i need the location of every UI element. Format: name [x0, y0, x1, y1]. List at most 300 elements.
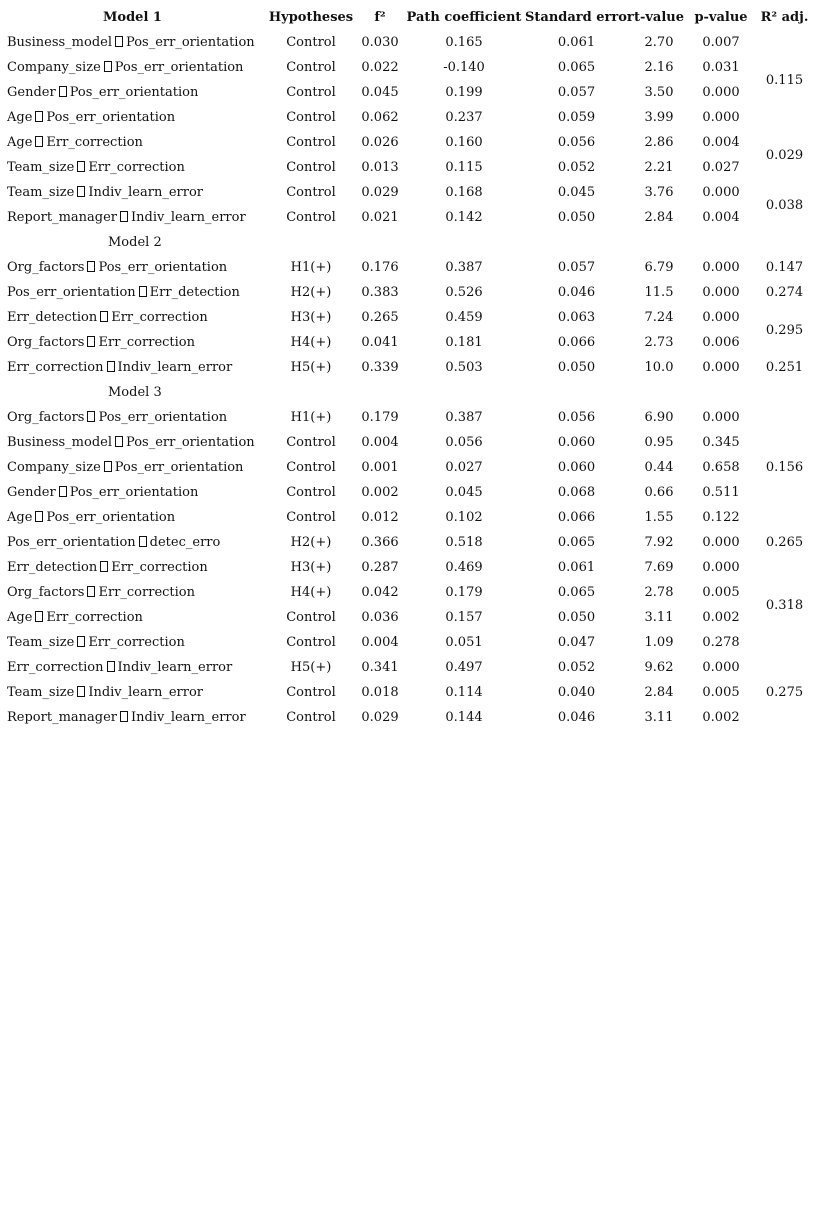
- f2-cell: 0.004: [361, 635, 399, 650]
- hypothesis-cell: H4(+): [290, 585, 332, 600]
- arrow-icon: [87, 336, 95, 347]
- relationship-cell: [0, 555, 265, 580]
- hypothesis-cell: H1(+): [290, 410, 332, 425]
- p-value-cell: 0.658: [702, 460, 740, 475]
- f2-cell: 0.001: [361, 460, 399, 475]
- hypothesis-cell: H5(+): [290, 660, 332, 675]
- hypothesis-cell: Control: [286, 110, 336, 125]
- arrow-icon: [59, 86, 67, 97]
- hypothesis-cell: H2(+): [290, 535, 332, 550]
- target-variable: Indiv_learn_error: [88, 185, 203, 200]
- arrow-icon: [139, 286, 147, 297]
- table-row: [0, 255, 817, 280]
- t-value-cell: 1.09: [644, 635, 674, 650]
- source-variable: Report_manager: [7, 710, 117, 725]
- r2-adj-cell: 0.115: [765, 72, 804, 88]
- target-variable: Pos_err_orientation: [46, 110, 176, 125]
- hypothesis-cell: H4(+): [290, 335, 332, 350]
- table-row: [0, 455, 817, 480]
- source-variable: Org_factors: [7, 585, 85, 600]
- arrow-icon: [87, 586, 95, 597]
- source-variable: Org_factors: [7, 335, 85, 350]
- path-coefficient-cell: 0.157: [445, 610, 483, 625]
- target-variable: Err_correction: [88, 635, 185, 650]
- hypothesis-cell: H1(+): [290, 260, 332, 275]
- col-header-standard-error: Standard error: [525, 10, 634, 25]
- path-coefficient-cell: 0.102: [445, 510, 483, 525]
- t-value-cell: 3.76: [644, 185, 674, 200]
- t-value-cell: 2.73: [644, 335, 674, 350]
- table-row: [0, 505, 817, 530]
- t-value-cell: 2.86: [644, 135, 674, 150]
- col-header-r2-adj: R² adj.: [760, 10, 809, 25]
- standard-error-cell: 0.057: [557, 260, 596, 275]
- target-variable: Pos_err_orientation: [69, 85, 199, 100]
- f2-cell: 0.042: [361, 585, 399, 600]
- target-variable: Indiv_learn_error: [117, 360, 233, 375]
- arrow-icon: [104, 61, 112, 72]
- table-row: [0, 130, 817, 155]
- target-variable: Pos_err_orientation: [98, 260, 228, 275]
- f2-cell: 0.036: [361, 610, 399, 625]
- table-row: [0, 480, 817, 505]
- hypothesis-cell: H3(+): [290, 560, 332, 575]
- t-value-cell: 6.79: [644, 260, 674, 275]
- p-value-cell: 0.000: [702, 260, 740, 275]
- standard-error-cell: 0.046: [557, 710, 596, 725]
- f2-cell: 0.287: [361, 560, 399, 575]
- p-value-cell: 0.004: [702, 210, 740, 225]
- table-row: [0, 155, 817, 180]
- arrow-icon: [120, 711, 128, 722]
- t-value-cell: 2.70: [644, 35, 674, 50]
- target-variable: Err_detection: [149, 285, 240, 300]
- source-variable: Team_size: [7, 685, 75, 700]
- r2-adj-cell: 0.251: [765, 360, 804, 375]
- target-variable: Pos_err_orientation: [98, 410, 228, 425]
- standard-error-cell: 0.047: [557, 635, 596, 650]
- source-variable: Age: [7, 110, 33, 125]
- source-variable: Business_model: [7, 35, 112, 50]
- f2-cell: 0.029: [361, 710, 399, 725]
- p-value-cell: 0.000: [702, 185, 740, 200]
- results-table: [0, 5, 817, 730]
- arrow-icon: [35, 611, 43, 622]
- p-value-cell: 0.000: [702, 310, 740, 325]
- p-value-cell: 0.000: [702, 410, 740, 425]
- relationship-cell: [0, 455, 265, 480]
- target-variable: Err_correction: [98, 335, 195, 350]
- path-coefficient-cell: 0.459: [445, 310, 483, 325]
- arrow-icon: [59, 486, 67, 497]
- header-row: [0, 5, 817, 30]
- path-coefficient-cell: 0.518: [445, 535, 483, 550]
- path-coefficient-cell: 0.144: [445, 710, 483, 725]
- t-value-cell: 2.16: [644, 60, 674, 75]
- t-value-cell: 3.11: [644, 610, 674, 625]
- t-value-cell: 10.0: [644, 360, 674, 375]
- r2-adj-cell: 0.038: [765, 197, 804, 213]
- f2-cell: 0.026: [361, 135, 399, 150]
- p-value-cell: 0.122: [702, 510, 740, 525]
- hypothesis-cell: Control: [286, 435, 336, 450]
- p-value-cell: 0.002: [702, 710, 740, 725]
- relationship-cell: [0, 155, 265, 180]
- standard-error-cell: 0.040: [557, 685, 596, 700]
- path-coefficient-cell: 0.056: [445, 435, 483, 450]
- arrow-icon: [35, 511, 43, 522]
- relationship-cell: [0, 430, 265, 455]
- p-value-cell: 0.345: [702, 435, 740, 450]
- source-variable: Team_size: [7, 160, 75, 175]
- p-value-cell: 0.000: [702, 360, 740, 375]
- t-value-cell: 0.66: [644, 485, 674, 500]
- path-coefficient-cell: 0.165: [445, 35, 483, 50]
- path-coefficient-cell: 0.142: [445, 210, 483, 225]
- relationship-cell: [0, 355, 265, 380]
- standard-error-cell: 0.046: [557, 285, 596, 300]
- t-value-cell: 2.84: [644, 210, 674, 225]
- target-variable: Pos_err_orientation: [114, 460, 244, 475]
- f2-cell: 0.062: [361, 110, 399, 125]
- p-value-cell: 0.000: [702, 560, 740, 575]
- relationship-cell: [0, 680, 265, 705]
- source-variable: Err_correction: [7, 660, 104, 675]
- t-value-cell: 2.84: [644, 685, 674, 700]
- t-value-cell: 9.62: [644, 660, 674, 675]
- p-value-cell: 0.000: [702, 660, 740, 675]
- table-row: [0, 205, 817, 230]
- p-value-cell: 0.005: [702, 685, 740, 700]
- standard-error-cell: 0.056: [557, 135, 596, 150]
- source-variable: Err_correction: [7, 360, 104, 375]
- p-value-cell: 0.004: [702, 135, 740, 150]
- arrow-icon: [104, 461, 112, 472]
- target-variable: Pos_err_orientation: [126, 435, 255, 450]
- standard-error-cell: 0.050: [557, 210, 596, 225]
- f2-cell: 0.004: [361, 435, 399, 450]
- standard-error-cell: 0.065: [557, 535, 596, 550]
- p-value-cell: 0.000: [702, 110, 740, 125]
- f2-cell: 0.029: [361, 185, 399, 200]
- r2-adj-cell: 0.318: [765, 597, 804, 613]
- model3-title: Model 3: [108, 385, 162, 400]
- target-variable: Indiv_learn_error: [88, 685, 203, 700]
- p-value-cell: 0.000: [702, 285, 740, 300]
- p-value-cell: 0.002: [702, 610, 740, 625]
- path-coefficient-cell: 0.237: [445, 110, 483, 125]
- p-value-cell: 0.005: [702, 585, 740, 600]
- p-value-cell: 0.006: [702, 335, 740, 350]
- standard-error-cell: 0.061: [557, 35, 596, 50]
- f2-cell: 0.012: [361, 510, 399, 525]
- source-variable: Err_detection: [7, 560, 98, 575]
- t-value-cell: 2.78: [644, 585, 674, 600]
- table-row: [0, 55, 817, 80]
- path-coefficient-cell: 0.526: [445, 285, 483, 300]
- arrow-icon: [77, 686, 85, 697]
- relationship-cell: [0, 505, 265, 530]
- arrow-icon: [87, 261, 95, 272]
- standard-error-cell: 0.052: [557, 160, 596, 175]
- target-variable: Indiv_learn_error: [131, 710, 246, 725]
- target-variable: Err_correction: [111, 310, 208, 325]
- path-coefficient-cell: 0.160: [445, 135, 483, 150]
- hypothesis-cell: Control: [286, 460, 336, 475]
- col-header-t-value: t-value: [633, 10, 685, 25]
- f2-cell: 0.021: [361, 210, 399, 225]
- hypothesis-cell: Control: [286, 35, 336, 50]
- relationship-cell: [0, 305, 265, 330]
- arrow-icon: [77, 636, 85, 647]
- standard-error-cell: 0.057: [557, 85, 596, 100]
- f2-cell: 0.041: [361, 335, 399, 350]
- model2-title-row: [0, 230, 817, 255]
- hypothesis-cell: H2(+): [290, 285, 332, 300]
- r2-adj-cell: 0.275: [765, 685, 804, 700]
- arrow-icon: [87, 411, 95, 422]
- table-row: [0, 605, 817, 630]
- col-header-f2: f²: [374, 10, 386, 25]
- relationship-cell: [0, 605, 265, 630]
- p-value-cell: 0.027: [702, 160, 740, 175]
- f2-cell: 0.018: [361, 685, 399, 700]
- f2-cell: 0.030: [361, 35, 399, 50]
- hypothesis-cell: Control: [286, 85, 336, 100]
- standard-error-cell: 0.066: [557, 335, 596, 350]
- source-variable: Org_factors: [7, 260, 85, 275]
- f2-cell: 0.045: [361, 85, 399, 100]
- hypothesis-cell: Control: [286, 485, 336, 500]
- relationship-cell: [0, 530, 265, 555]
- table-row: [0, 680, 817, 705]
- hypothesis-cell: H5(+): [290, 360, 332, 375]
- source-variable: Gender: [7, 85, 56, 100]
- standard-error-cell: 0.063: [557, 310, 596, 325]
- relationship-cell: [0, 405, 265, 430]
- table-row: [0, 330, 817, 355]
- standard-error-cell: 0.060: [557, 460, 596, 475]
- p-value-cell: 0.278: [702, 635, 740, 650]
- table-row: [0, 180, 817, 205]
- hypothesis-cell: Control: [286, 210, 336, 225]
- path-coefficient-cell: 0.469: [445, 560, 483, 575]
- source-variable: Org_factors: [7, 410, 85, 425]
- relationship-cell: [0, 580, 265, 605]
- hypothesis-cell: Control: [286, 185, 336, 200]
- standard-error-cell: 0.066: [557, 510, 596, 525]
- source-variable: Business_model: [7, 435, 112, 450]
- arrow-icon: [77, 186, 85, 197]
- arrow-icon: [139, 536, 147, 547]
- f2-cell: 0.022: [361, 60, 399, 75]
- relationship-cell: [0, 630, 265, 655]
- f2-cell: 0.341: [361, 660, 399, 675]
- p-value-cell: 0.000: [702, 535, 740, 550]
- path-coefficient-cell: 0.115: [445, 160, 483, 175]
- path-coefficient-cell: 0.181: [445, 335, 483, 350]
- table-row: [0, 555, 817, 580]
- r2-adj-cell: 0.265: [765, 535, 804, 550]
- hypothesis-cell: Control: [286, 135, 336, 150]
- hypothesis-cell: Control: [286, 635, 336, 650]
- path-coefficient-cell: 0.387: [445, 260, 483, 275]
- path-coefficient-cell: 0.503: [445, 360, 483, 375]
- table-row: [0, 355, 817, 380]
- hypothesis-cell: Control: [286, 160, 336, 175]
- source-variable: Pos_err_orientation: [7, 535, 136, 550]
- r2-adj-cell: 0.156: [765, 460, 804, 475]
- table-row: [0, 305, 817, 330]
- t-value-cell: 0.95: [644, 435, 674, 450]
- source-variable: Report_manager: [7, 210, 117, 225]
- f2-cell: 0.179: [361, 410, 399, 425]
- f2-cell: 0.366: [361, 535, 399, 550]
- col-header-hypotheses: Hypotheses: [268, 10, 354, 25]
- arrow-icon: [107, 361, 115, 372]
- source-variable: Age: [7, 610, 33, 625]
- path-coefficient-cell: 0.179: [445, 585, 483, 600]
- standard-error-cell: 0.060: [557, 435, 596, 450]
- col-header-path-coefficient: Path coefficient: [406, 10, 522, 25]
- source-variable: Pos_err_orientation: [7, 285, 136, 300]
- relationship-cell: [0, 105, 265, 130]
- target-variable: Err_correction: [88, 160, 185, 175]
- standard-error-cell: 0.059: [557, 110, 596, 125]
- arrow-icon: [35, 111, 43, 122]
- p-value-cell: 0.511: [702, 485, 740, 500]
- table-row: [0, 705, 817, 730]
- t-value-cell: 3.11: [644, 710, 674, 725]
- col-header-p-value: p-value: [694, 10, 748, 25]
- target-variable: Pos_err_orientation: [126, 35, 255, 50]
- arrow-icon: [115, 36, 123, 47]
- t-value-cell: 11.5: [644, 285, 674, 300]
- standard-error-cell: 0.056: [557, 410, 596, 425]
- path-coefficient-cell: 0.051: [445, 635, 483, 650]
- target-variable: Err_correction: [98, 585, 195, 600]
- relationship-cell: [0, 80, 265, 105]
- f2-cell: 0.002: [361, 485, 399, 500]
- path-coefficient-cell: 0.045: [445, 485, 483, 500]
- hypothesis-cell: H3(+): [290, 310, 332, 325]
- t-value-cell: 3.50: [644, 85, 674, 100]
- relationship-cell: [0, 205, 265, 230]
- table-row: [0, 430, 817, 455]
- relationship-cell: [0, 330, 265, 355]
- target-variable: Pos_err_orientation: [46, 510, 176, 525]
- relationship-cell: [0, 130, 265, 155]
- target-variable: Pos_err_orientation: [114, 60, 244, 75]
- path-coefficient-cell: 0.114: [445, 685, 483, 700]
- path-coefficient-cell: 0.199: [445, 85, 483, 100]
- model2-title: Model 2: [108, 235, 162, 250]
- table-row: [0, 280, 817, 305]
- col-header-model: Model 1: [103, 10, 162, 25]
- table-row: [0, 30, 817, 55]
- arrow-icon: [115, 436, 123, 447]
- relationship-cell: [0, 705, 265, 730]
- source-variable: Age: [7, 135, 33, 150]
- model3-title-row: [0, 380, 817, 405]
- target-variable: Indiv_learn_error: [117, 660, 233, 675]
- t-value-cell: 6.90: [644, 410, 674, 425]
- target-variable: detec_erro: [149, 535, 221, 550]
- path-coefficient-cell: 0.168: [445, 185, 483, 200]
- t-value-cell: 3.99: [644, 110, 674, 125]
- t-value-cell: 0.44: [644, 460, 674, 475]
- t-value-cell: 2.21: [644, 160, 674, 175]
- relationship-cell: [0, 30, 265, 55]
- standard-error-cell: 0.061: [557, 560, 596, 575]
- t-value-cell: 7.92: [644, 535, 674, 550]
- p-value-cell: 0.007: [702, 35, 740, 50]
- table-row: [0, 530, 817, 555]
- source-variable: Team_size: [7, 635, 75, 650]
- relationship-cell: [0, 280, 265, 305]
- table-row: [0, 630, 817, 655]
- t-value-cell: 1.55: [644, 510, 674, 525]
- path-coefficient-cell: 0.027: [445, 460, 483, 475]
- relationship-cell: [0, 180, 265, 205]
- path-coefficient-cell: 0.387: [445, 410, 483, 425]
- arrow-icon: [77, 161, 85, 172]
- table-row: [0, 80, 817, 105]
- hypothesis-cell: Control: [286, 510, 336, 525]
- standard-error-cell: 0.045: [557, 185, 596, 200]
- standard-error-cell: 0.050: [557, 360, 596, 375]
- p-value-cell: 0.000: [702, 85, 740, 100]
- standard-error-cell: 0.068: [557, 485, 596, 500]
- arrow-icon: [107, 661, 115, 672]
- hypothesis-cell: Control: [286, 710, 336, 725]
- hypothesis-cell: Control: [286, 685, 336, 700]
- r2-adj-cell: 0.147: [765, 260, 804, 275]
- t-value-cell: 7.24: [644, 310, 674, 325]
- relationship-cell: [0, 55, 265, 80]
- table-row: [0, 580, 817, 605]
- relationship-cell: [0, 480, 265, 505]
- source-variable: Team_size: [7, 185, 75, 200]
- target-variable: Indiv_learn_error: [131, 210, 246, 225]
- hypothesis-cell: Control: [286, 610, 336, 625]
- r2-adj-cell: 0.295: [765, 322, 804, 338]
- source-variable: Err_detection: [7, 310, 98, 325]
- source-variable: Age: [7, 510, 33, 525]
- r2-adj-cell: 0.274: [765, 285, 804, 300]
- target-variable: Err_correction: [111, 560, 208, 575]
- standard-error-cell: 0.050: [557, 610, 596, 625]
- target-variable: Err_correction: [46, 135, 143, 150]
- table-row: [0, 405, 817, 430]
- target-variable: Err_correction: [46, 610, 143, 625]
- table-row: [0, 105, 817, 130]
- f2-cell: 0.265: [361, 310, 399, 325]
- p-value-cell: 0.031: [702, 60, 740, 75]
- path-coefficient-cell: 0.497: [445, 660, 483, 675]
- arrow-icon: [35, 136, 43, 147]
- arrow-icon: [100, 311, 108, 322]
- f2-cell: 0.176: [361, 260, 399, 275]
- source-variable: Company_size: [7, 60, 101, 75]
- standard-error-cell: 0.052: [557, 660, 596, 675]
- source-variable: Company_size: [7, 460, 101, 475]
- f2-cell: 0.013: [361, 160, 399, 175]
- f2-cell: 0.383: [361, 285, 399, 300]
- path-coefficient-cell: -0.140: [443, 60, 485, 75]
- relationship-cell: [0, 255, 265, 280]
- standard-error-cell: 0.065: [557, 585, 596, 600]
